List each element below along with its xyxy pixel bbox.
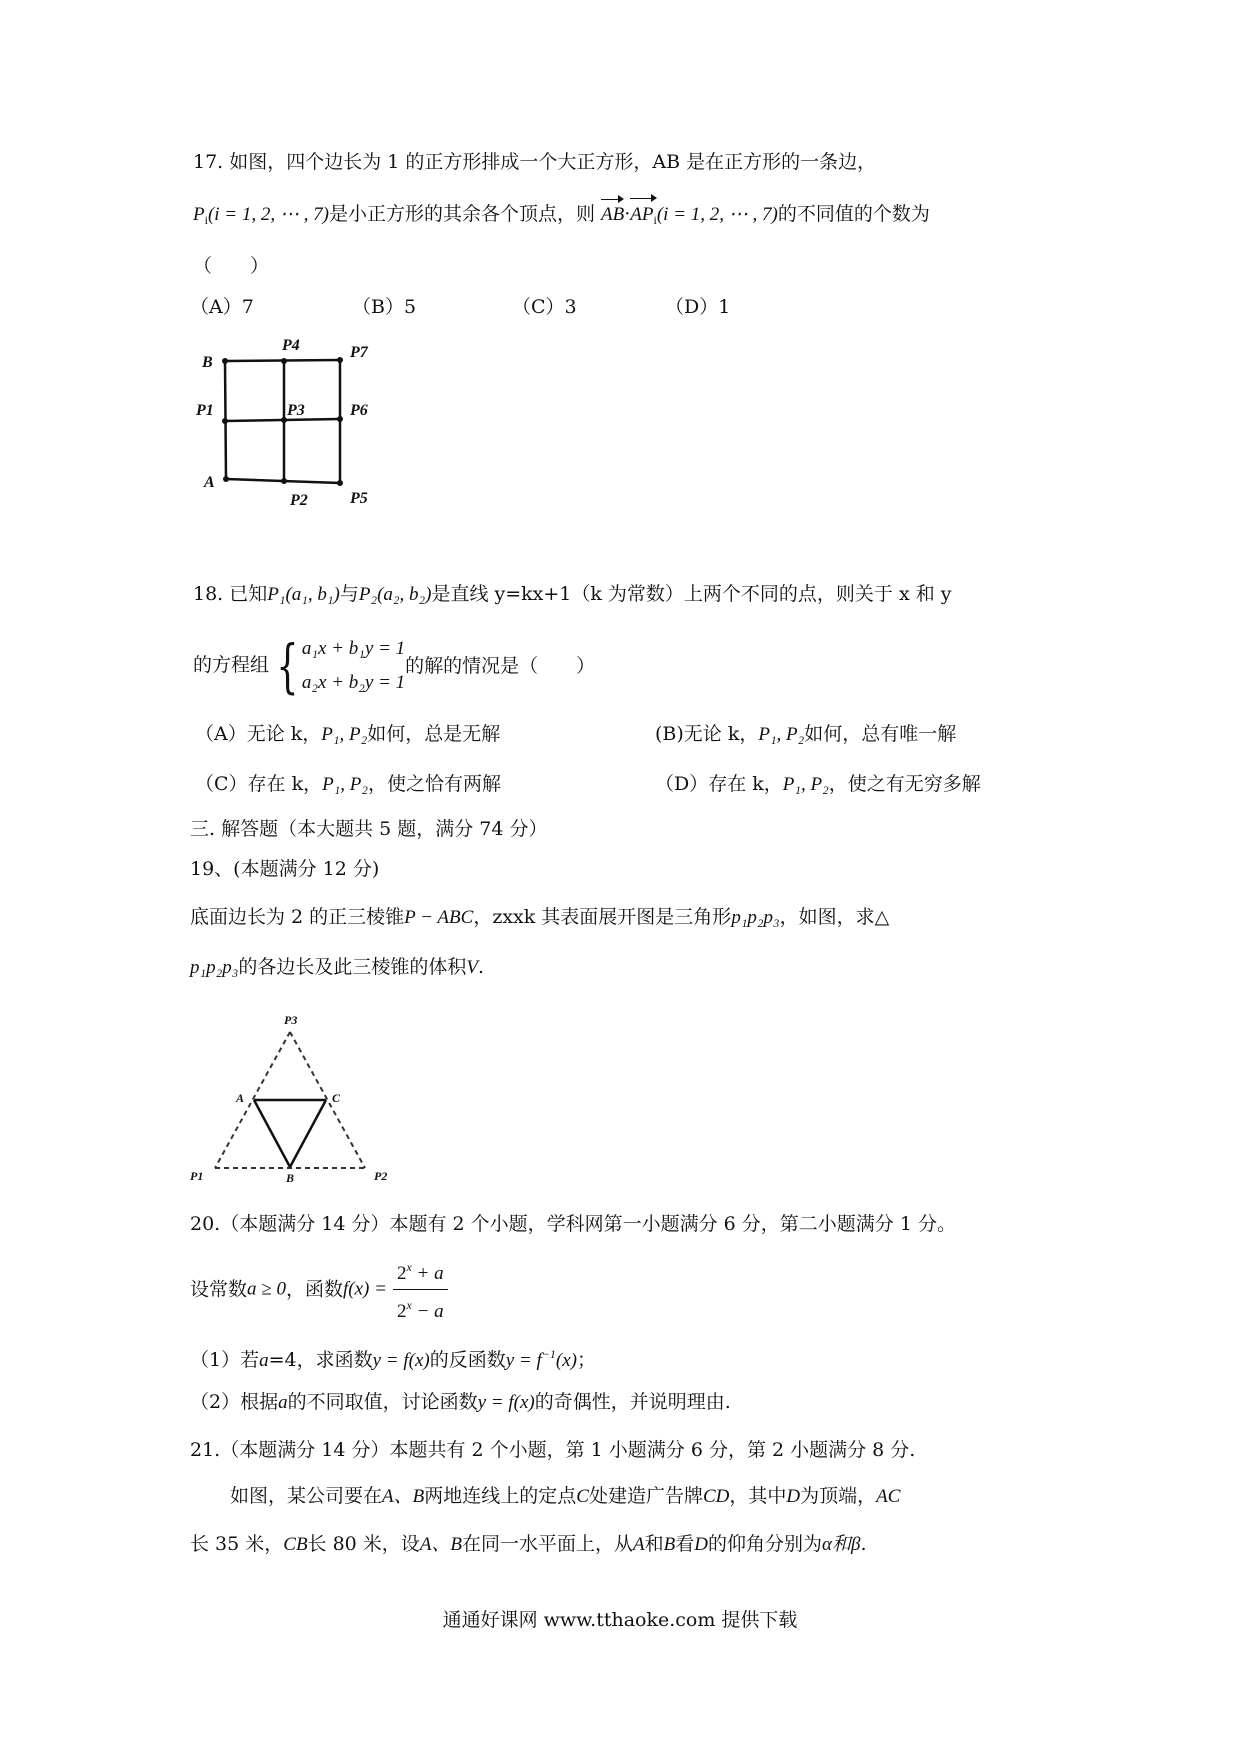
q19-line1: 底面边长为 2 的正三棱锥P − ABC，zxxk 其表面展开图是三角形p₁p₂p₃，如图，求△ [190,906,890,928]
function-fraction: $\frac{2^x + a}{2^x - a}$ [393,1252,448,1327]
q20-line1: 设常数a ≥ 0，函数f(x) = $\frac{2^x + a}{2^x - a}$ [190,1252,448,1316]
q18-line1: 18. 已知P₁(a₁, b₁)与P₂(a₂, b₂)是直线 y=kx+1（k 为常数）上两个不同的点，则关于 x 和 y [193,583,952,605]
q17-option-d: （D）1 [665,296,731,318]
equation-1: a₁x + b₁y = 1 [301,638,406,659]
label-p5: P5 [350,490,368,507]
label-b: B [286,1171,295,1185]
label-b: B [202,354,213,371]
label-a: A [204,474,215,491]
q21-title: 21.（本题满分 14 分）本题共有 2 个小题，第 1 小题满分 6 分，第 2 小题满分 8 分. [190,1439,916,1461]
q21-line2: 长 35 米，CB长 80 米，设A、B在同一水平面上，从A和B看D的仰角分别为α和β. [190,1533,867,1555]
q20-part1: （1）若a=4，求函数y = f(x)的反函数$y = f^{-1}(x)$； [190,1347,597,1371]
equation-2: a₂x + b₂y = 1 [301,672,406,693]
label-p3: P3 [284,1013,298,1027]
q17-answer-paren: （ ） [193,255,270,277]
label-p7: P7 [350,344,368,361]
label-a: A [236,1091,245,1105]
q17-option-a: （A）7 [190,296,254,318]
q20-title: 20.（本题满分 14 分）本题有 2 个小题，学科网第一小题满分 6 分，第二小题满分 1 分。 [190,1213,956,1235]
q17-option-c: （C）3 [512,296,577,318]
q20-part2: （2）根据a的不同取值，讨论函数y = f(x)的奇偶性，并说明理由. [190,1391,731,1413]
label-p1: P1 [190,1169,204,1183]
q18-option-b: (B)无论 k，P₁, P₂如何，总有唯一解 [655,723,957,745]
label-p2: P2 [374,1169,388,1183]
q19-line2: p₁p₂p₃的各边长及此三棱锥的体积V. [190,956,484,978]
q17-line2: $P_i(i = 1$, 2, ⋯ , 7)是小正方形的其余各个顶点，则 $AB\cdot AP_i(i = 1$, 2, ⋯ , 7)的不同值的个数为 [193,200,930,234]
page-footer: 通通好课网 www.tthaoke.com 提供下载 [442,1609,798,1631]
q18-option-d: （D）存在 k，P₁, P₂，使之有无穷多解 [655,773,981,795]
label-p1: P1 [196,402,214,419]
q17-option-b: （B）5 [352,296,417,318]
q18-option-c: （C）存在 k，P₁, P₂，使之恰有两解 [195,773,502,795]
vector-ab: AB [601,201,624,229]
q17-line1: 17. 如图，四个边长为 1 的正方形排成一个大正方形，AB 是在正方形的一条边， [193,151,877,173]
label-p6: P6 [350,402,368,419]
q18-line2: 的方程组 { a₁x + b₁y = 1 a₂x + b₂y = 1 的解的情况是（ ） [193,632,596,700]
section-3-heading: 三. 解答题（本大题共 5 题，满分 74 分） [190,818,548,840]
vector-ap: AP [630,204,654,225]
label-p2: P2 [290,492,308,509]
q19-triangle-net-figure [190,1010,400,1185]
q19-title: 19、(本题满分 12 分) [190,858,380,880]
label-p3: P3 [287,402,305,419]
q17-square-grid-figure [190,335,410,520]
label-p4: P4 [282,337,300,354]
label-c: C [332,1091,341,1105]
q21-line1: 如图，某公司要在A、B两地连线上的定点C处建造广告牌CD，其中D为顶端，AC [230,1485,901,1507]
q18-option-a: （A）无论 k，P₁, P₂如何，总是无解 [195,723,501,745]
